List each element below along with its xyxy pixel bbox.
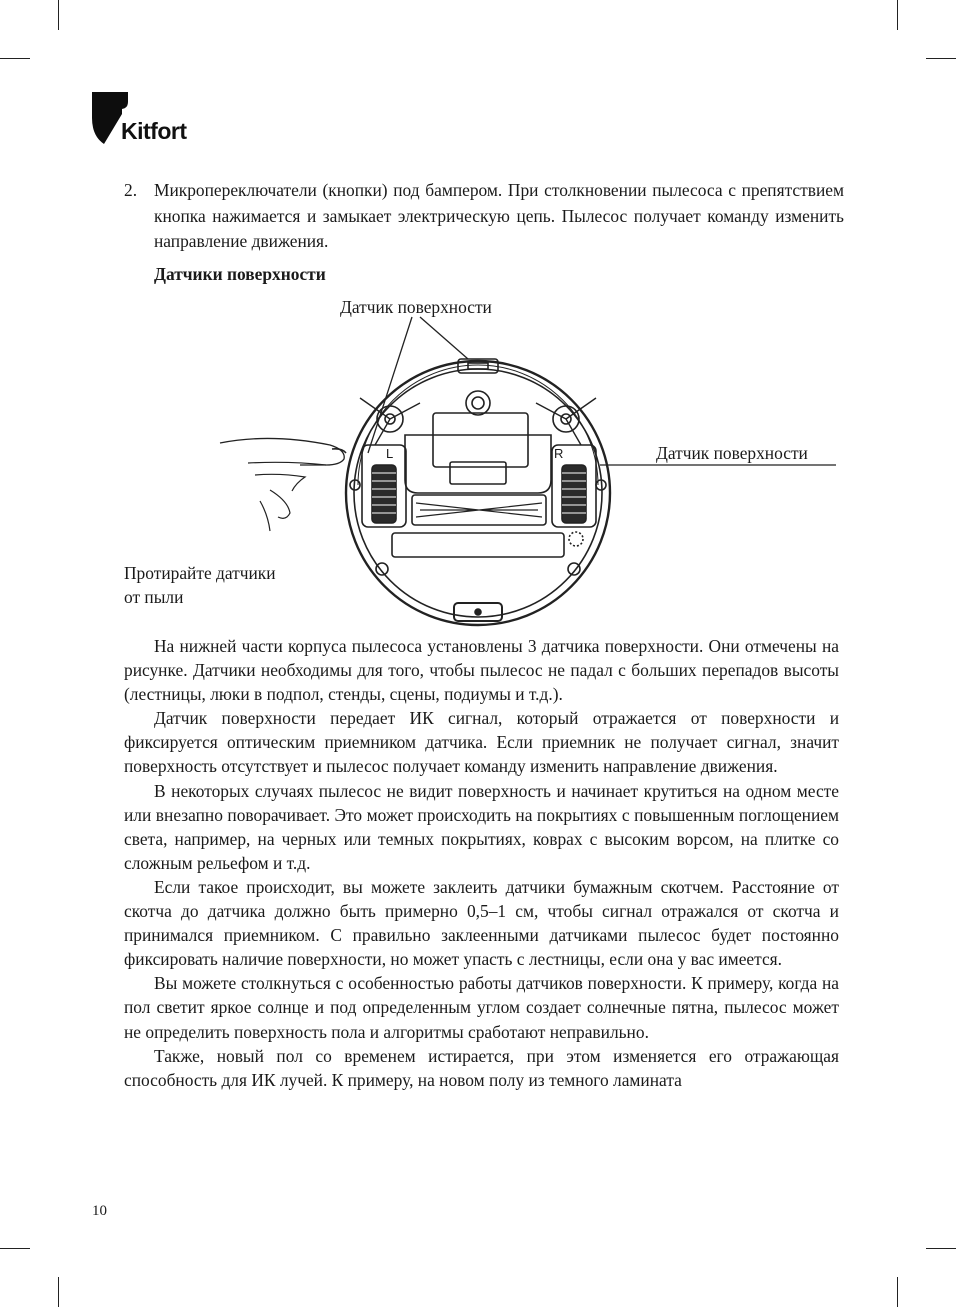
crop-mark — [58, 1277, 59, 1307]
label-sensor-top: Датчик поверхности — [340, 297, 492, 317]
wheel-left-mark: L — [386, 446, 394, 461]
list-item-text: Микропереключатели (кнопки) под бампером. При столкновении пылесоса с препятствием кнопка нажимается и замыкает электрическую цепь. Пылесос получает команду изменить направление движения. — [154, 180, 844, 251]
brand-name: Kitfort — [121, 118, 187, 144]
paragraph: Также, новый пол со временем истирается, при этом изменяется его отражающая способность для ИК лучей. К примеру, на новом полу из темного ламината — [124, 1045, 839, 1090]
label-sensor-right: Датчик поверхности — [656, 443, 808, 463]
robot-vacuum-figure — [120, 295, 840, 630]
label-clean-line1: Протирайте датчики — [124, 563, 276, 583]
label-clean-line2: от пыли — [124, 587, 184, 607]
crop-mark — [897, 0, 898, 30]
list-item — [124, 178, 844, 255]
crop-mark — [897, 1277, 898, 1307]
crop-mark — [926, 58, 956, 59]
list-item-number: 2. — [124, 180, 138, 200]
crop-mark — [0, 1248, 30, 1249]
crop-mark — [926, 1248, 956, 1249]
paragraph: В некоторых случаях пылесос не видит поверхность и начинает крутиться на одном месте или внезапно поворачивает. Это может происходить на покрытиях с повышенным поглощением света, например, на черных или темных покрытиях, коврах с высоким ворсом, на плитке со сложным рельефом и т.д. — [124, 780, 839, 873]
wheel-right-mark: R — [554, 446, 564, 461]
paragraph: Датчик поверхности передает ИК сигнал, который отражается от поверхности и фиксируется оптическим приемником датчика. Если приемник не получает сигнал, значит поверхность отсутствует и пылесос получает команду изменить направление движения. — [124, 708, 839, 777]
section-heading: Датчики поверхности — [154, 264, 326, 284]
paragraph: На нижней части корпуса пылесоса установлены 3 датчика поверхности. Они отмечены на рисунке. Датчики необходимы для того, чтобы пылесос не падал с больших перепадов высоты (лестницы, люки в подпол, стенды, сцены, подиумы и т.д.). — [124, 636, 839, 705]
body-text — [124, 634, 839, 1092]
page-number: 10 — [92, 1203, 107, 1219]
paragraph: Вы можете столкнуться с особенностью работы датчиков поверхности. К примеру, когда на пол светит яркое солнце и под определенным углом создает солнечные пятна, пылесос может не определить поверхность пола и алгоритмы сработают неправильно. — [124, 973, 839, 1042]
paragraph: Если такое происходит, вы можете заклеить датчики бумажным скотчем. Расстояние от скотча до датчика должно быть примерно 0,5–1 см, чтобы сигнал отражался от скотча и принимался приемником. С правильно заклеенными датчиками пылесос будет постоянно фиксировать наличие поверхности, но может упасть с лестницы, если она у вас имеется. — [124, 876, 839, 970]
crop-mark — [0, 58, 30, 59]
crop-mark — [58, 0, 59, 30]
